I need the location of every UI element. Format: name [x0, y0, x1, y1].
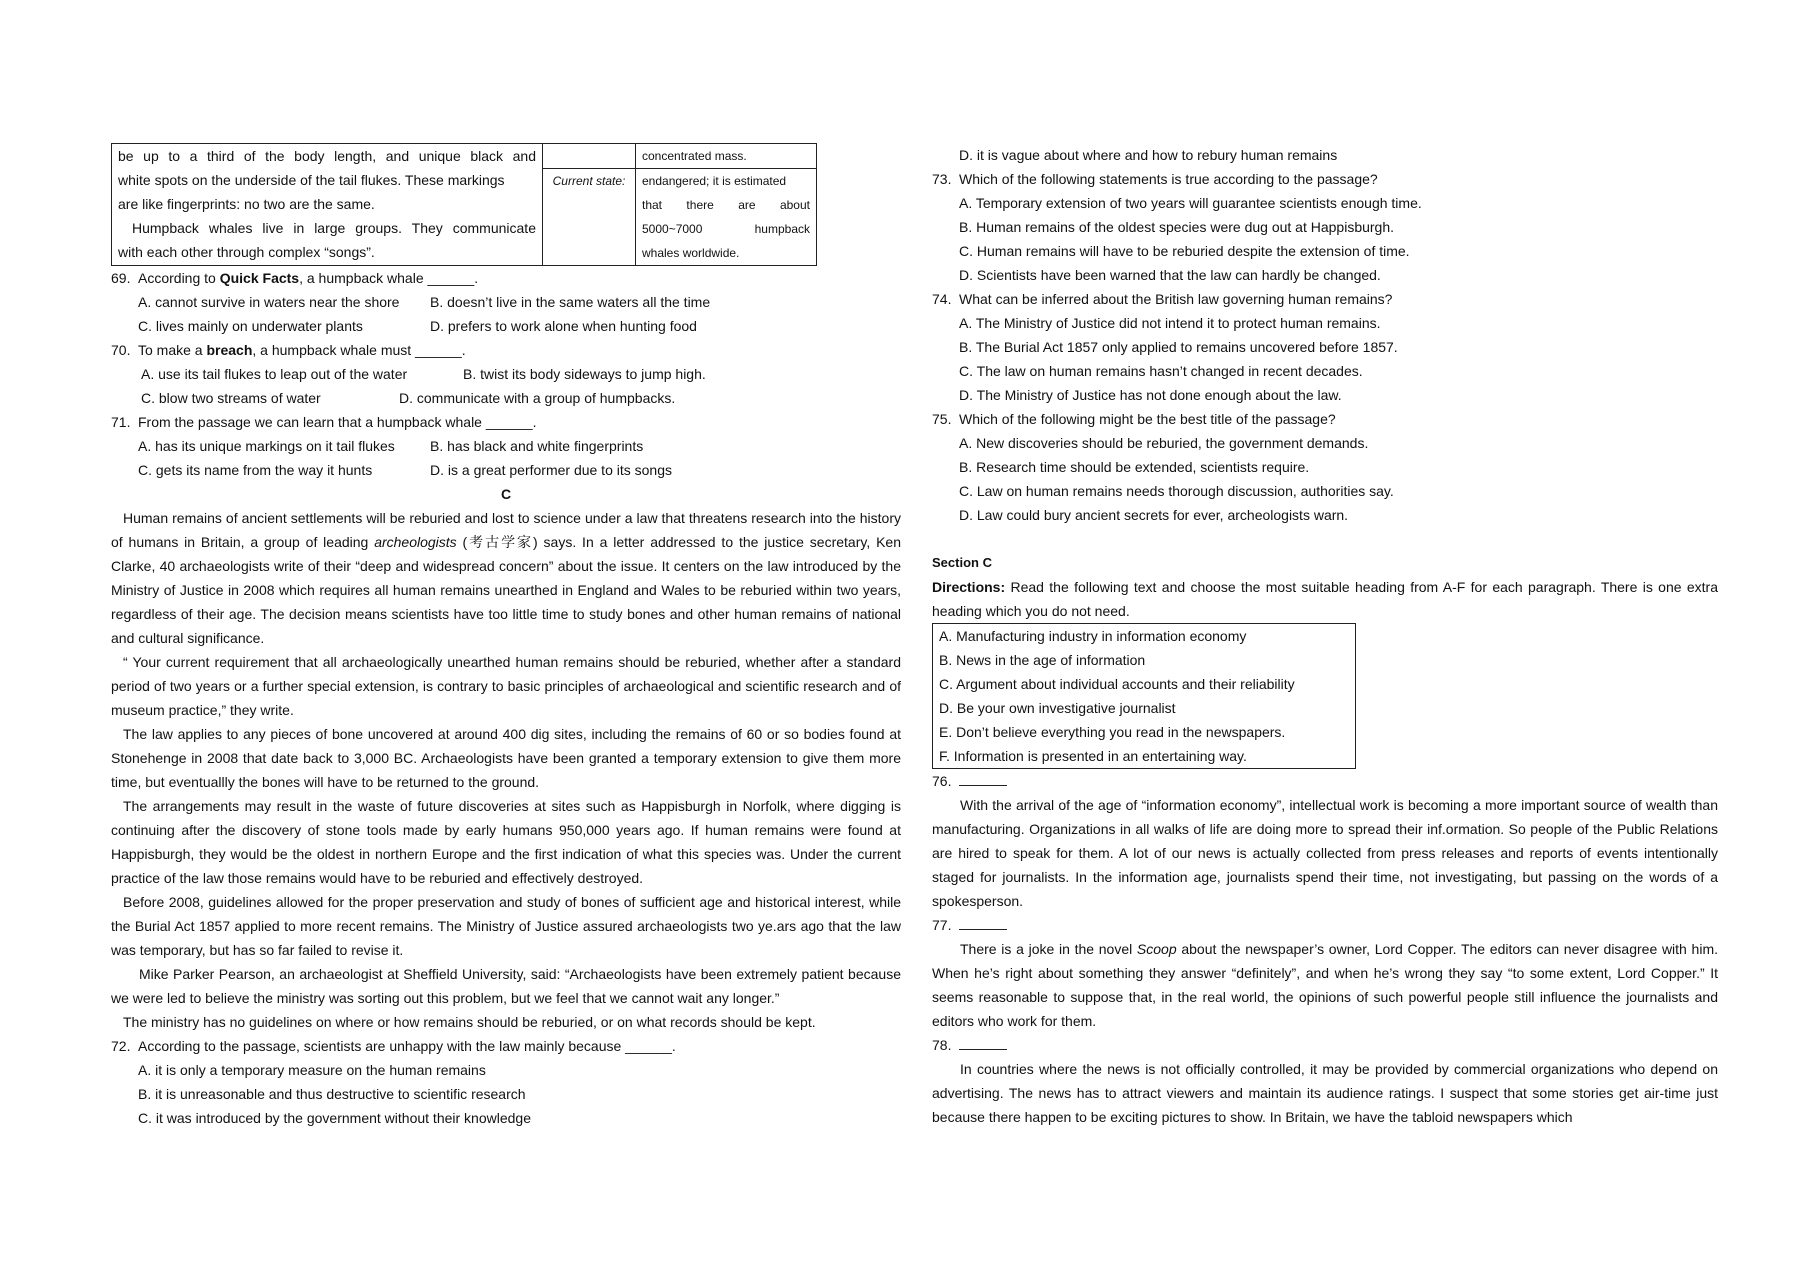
option-d[interactable]: D. communicate with a group of humpbacks. — [399, 390, 676, 406]
option-a[interactable]: A. use its tail flukes to leap out of the water — [141, 366, 408, 382]
question-number: 76. — [932, 773, 952, 789]
table-right-cell: concentrated mass. — [636, 144, 817, 169]
passage-paragraph: The law applies to any pieces of bone uncovered at around 400 dig sites, including the remains of 60 or so bodies found at Stonehenge in 2008 that date back to 3,000 BC. Archaeologists have been granted a temporary extension to give them more time, but eventuallly the bones will have to be returned to the ground. — [111, 726, 901, 790]
option-b[interactable]: B. it is unreasonable and thus destructive to scientific research — [138, 1086, 526, 1102]
option-c[interactable]: C. Law on human remains needs thorough discussion, authorities say. — [959, 483, 1394, 499]
question-74: 74. What can be inferred about the British law governing human remains? — [932, 287, 1718, 311]
passage-paragraph: “ Your current requirement that all archaeologically unearthed human remains should be reburied, whether after a standard period of two years or a further special extension, is contrary to basic principles of archaeological and scientific research and of museum practice,” they write. — [111, 654, 901, 718]
section-heading-c: C — [500, 486, 512, 502]
answer-76 — [932, 769, 1718, 793]
heading-option: F. Information is presented in an entertaining way. — [939, 748, 1247, 764]
option-a[interactable]: A. The Ministry of Justice did not intend it to protect human remains. — [959, 315, 1381, 331]
answer-blank[interactable] — [959, 1035, 1007, 1050]
option-d[interactable]: D. is a great performer due to its songs — [430, 462, 672, 478]
question-number: 73. — [932, 171, 952, 187]
option-d[interactable]: D. Law could bury ancient secrets for ever, archeologists warn. — [959, 507, 1349, 523]
option-b[interactable]: B. twist its body sideways to jump high. — [463, 366, 706, 382]
directions-label: Directions: — [932, 579, 1006, 595]
table-empty-label-cell — [543, 144, 636, 169]
option-row — [111, 386, 901, 410]
heading-option: E. Don’t believe everything you read in the newspapers. — [939, 724, 1286, 740]
option-c[interactable]: C. The law on human remains hasn’t changed in recent decades. — [959, 363, 1363, 379]
question-number: 75. — [932, 411, 952, 427]
option-row — [111, 458, 901, 482]
table-line: with each other through complex “songs”. — [118, 244, 375, 260]
current-state-value — [636, 169, 817, 266]
passage-paragraph: Before 2008, guidelines allowed for the proper preservation and study of bones of sufficient age and historical interest, while the Burial Act 1857 applied to more recent remains. The Ministry of Justice assured archaeologists two ye.ars ago that the law was temporary, but has so far failed to revise it. — [111, 894, 901, 958]
table-line: white spots on the underside of the tail flukes. These markings — [118, 172, 505, 188]
section-c-title: Section C — [932, 555, 992, 570]
bold-term: breach — [206, 342, 253, 358]
question-number: 69. — [111, 270, 131, 286]
spacer — [932, 527, 1718, 551]
option-row — [111, 362, 901, 386]
passage-paragraph: The ministry has no guidelines on where or how remains should be reburied, or on what records should be kept. — [123, 1014, 816, 1030]
table-left-cell — [112, 144, 543, 266]
option-c[interactable]: C. Human remains will have to be reburied despite the extension of time. — [959, 243, 1410, 259]
right-column — [932, 143, 1718, 1129]
question-72: 72. According to the passage, scientists are unhappy with the law mainly because ______. — [111, 1034, 901, 1058]
question-71: 71. From the passage we can learn that a humpback whale ______. — [111, 410, 901, 434]
option-row — [111, 314, 901, 338]
answer-blank[interactable] — [959, 915, 1007, 930]
table-line: 5000~7000 humpback — [642, 222, 810, 236]
option-c[interactable]: C. lives mainly on underwater plants — [138, 318, 363, 334]
passage-paragraph: Human remains of ancient settlements will be reburied and lost to science under a law that threatens research into the history of humans in Britain, a group of leading archeologists (考古学家) says. In a letter addressed to the justice secretary, Ken Clarke, 40 archaeologists write of their “deep and widespread concern” about the issue. It centers on the law introduced by the Ministry of Justice in 2008 which requires all human remains unearthed in England and Wales to be reburied within two years, regardless of their age. The decision means scientists have too little time to study bones and other human remains of national and cultural significance. — [111, 510, 901, 646]
option-b[interactable]: B. The Burial Act 1857 only applied to remains uncovered before 1857. — [959, 339, 1398, 355]
question-number: 78. — [932, 1037, 952, 1053]
bold-term: Quick Facts — [219, 270, 300, 286]
option-a[interactable]: A. Temporary extension of two years will guarantee scientists enough time. — [959, 195, 1422, 211]
quick-facts-table — [111, 143, 817, 266]
italic-term: Scoop — [1136, 941, 1177, 957]
option-a[interactable]: A. New discoveries should be reburied, the government demands. — [959, 435, 1369, 451]
option-b[interactable]: B. Human remains of the oldest species were dug out at Happisburgh. — [959, 219, 1395, 235]
option-row — [111, 290, 901, 314]
option-b[interactable]: B. doesn’t live in the same waters all the time — [430, 294, 711, 310]
option-d[interactable]: D. it is vague about where and how to rebury human remains — [959, 147, 1338, 163]
table-line: endangered; it is estimated — [642, 174, 787, 188]
heading-option: A. Manufacturing industry in information economy — [939, 628, 1247, 644]
table-line: be up to a third of the body length, and unique black and — [118, 148, 536, 164]
heading-option: C. Argument about individual accounts and their reliability — [939, 676, 1295, 692]
option-c[interactable]: C. blow two streams of water — [141, 390, 321, 406]
current-state-label: Current state: — [543, 169, 636, 266]
question-70: 70. To make a breach, a humpback whale must ______. — [111, 338, 901, 362]
passage-paragraph: The arrangements may result in the waste of future discoveries at sites such as Happisburgh in Norfolk, where digging is continuing after the discovery of stone tools made by early humans 950,000 years ago. If human remains were found at Happisburgh, they would be the oldest in northern Europe and the first indication of what this species was. Under the current practice of the law those remains would have to be reburied and effectively destroyed. — [111, 798, 901, 886]
answer-78 — [932, 1033, 1718, 1057]
option-b[interactable]: B. has black and white fingerprints — [430, 438, 644, 454]
option-a[interactable]: A. has its unique markings on it tail flukes — [138, 438, 395, 454]
table-line: are like fingerprints: no two are the same. — [118, 196, 375, 212]
answer-blank[interactable] — [959, 771, 1007, 786]
option-d[interactable]: D. The Ministry of Justice has not done enough about the law. — [959, 387, 1342, 403]
directions: Directions: Read the following text and choose the most suitable heading from A-F for each paragraph. There is one extra heading which you do not need. — [932, 579, 1718, 619]
option-a[interactable]: A. cannot survive in waters near the shore — [138, 294, 400, 310]
question-69: 69. According to Quick Facts, a humpback whale ______. — [111, 266, 901, 290]
option-b[interactable]: B. Research time should be extended, scientists require. — [959, 459, 1310, 475]
answer-77 — [932, 913, 1718, 937]
left-column — [111, 143, 901, 1130]
question-number: 72. — [111, 1038, 131, 1054]
heading-option: D. Be your own investigative journalist — [939, 700, 1176, 716]
table-line: whales worldwide. — [642, 246, 740, 260]
passage-paragraph: Mike Parker Pearson, an archaeologist at Sheffield University, said: “Archaeologists have been extremely patient because we were led to believe the ministry was sorting out this problem, but we feel that we cannot wait any longer.” — [111, 966, 901, 1006]
italic-term: archeologists — [374, 534, 457, 550]
question-number: 71. — [111, 414, 131, 430]
question-73: 73. Which of the following statements is true according to the passage? — [932, 167, 1718, 191]
table-line: Humpback whales live in large groups. They communicate — [132, 220, 536, 236]
option-d[interactable]: D. Scientists have been warned that the law can hardly be changed. — [959, 267, 1381, 283]
option-d[interactable]: D. prefers to work alone when hunting food — [430, 318, 697, 334]
question-75: 75. Which of the following might be the best title of the passage? — [932, 407, 1718, 431]
question-number: 77. — [932, 917, 952, 933]
option-row — [111, 434, 901, 458]
table-line: that there are about — [642, 198, 810, 212]
question-number: 74. — [932, 291, 952, 307]
option-c[interactable]: C. gets its name from the way it hunts — [138, 462, 373, 478]
heading-option: B. News in the age of information — [939, 652, 1146, 668]
option-a[interactable]: A. it is only a temporary measure on the human remains — [138, 1062, 486, 1078]
question-number: 70. — [111, 342, 131, 358]
passage-paragraph: There is a joke in the novel Scoop about the newspaper’s owner, Lord Copper. The editors can never disagree with him. When he’s right about something they answer “definitely”, and when he’s wrong they say “to some extent, Lord Copper.” It seems reasonable to suppose that, in the real world, the opinions of such powerful people still influence the journalists and editors who work for them. — [932, 941, 1718, 1029]
passage-paragraph: In countries where the news is not officially controlled, it may be provided by commercial organizations who depend on advertising. The news has to attract viewers and maintain its audience ratings. I suspect that some stories get air-time just because there happen to be exciting pictures to show. In Britain, we have the tabloid newspapers which — [932, 1061, 1718, 1125]
headings-box — [932, 623, 1356, 769]
option-c[interactable]: C. it was introduced by the government without their knowledge — [138, 1110, 531, 1126]
passage-paragraph: With the arrival of the age of “information economy”, intellectual work is becoming a more important source of wealth than manufacturing. Organizations in all walks of life are doing more to spread their inf.ormation. So people of the Public Relations are hired to speak for them. A lot of our news is actually collected from press releases and reports of events intentionally staged for journalists. In the information age, journalists spend their time, not investigating, but passing on the words of a spokesperson. — [932, 797, 1718, 909]
